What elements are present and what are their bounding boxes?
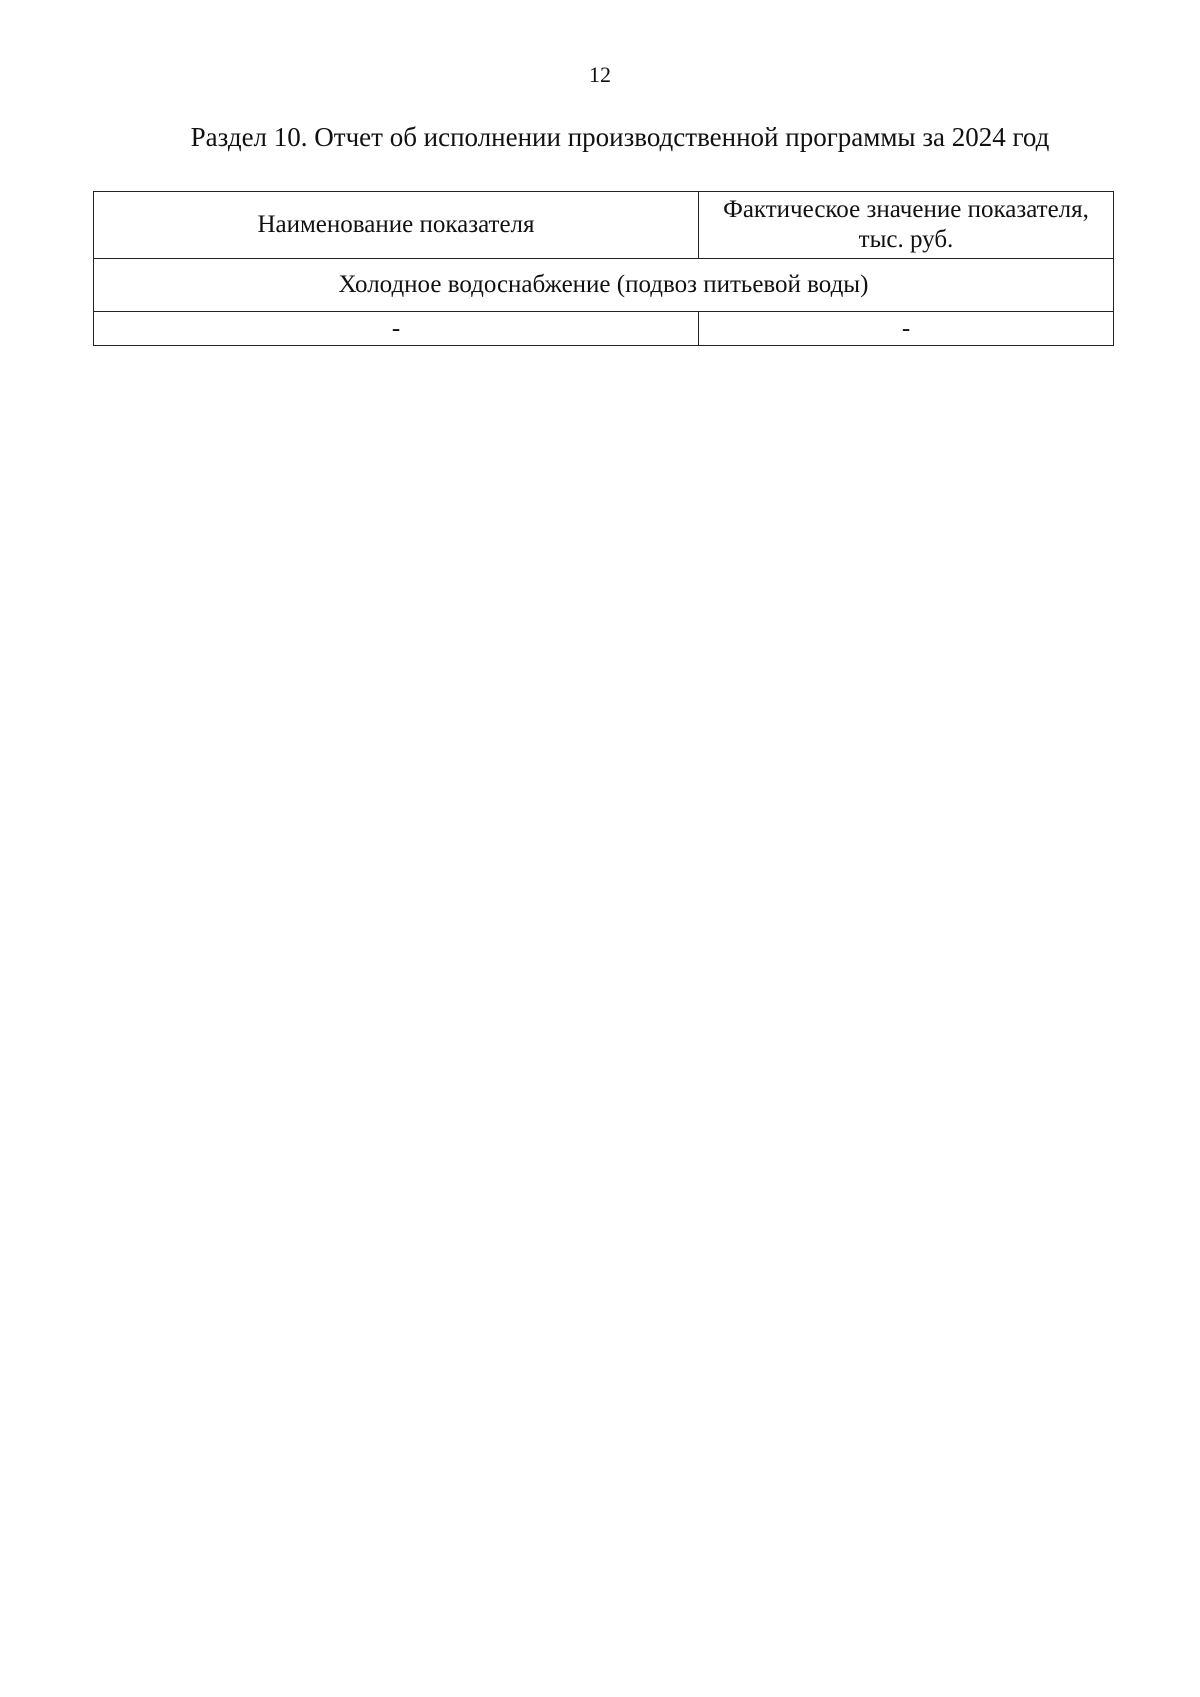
section-title: Раздел 10. Отчет об исполнении производственной программы за 2024 год xyxy=(190,122,1050,152)
group-title-cell: Холодное водоснабжение (подвоз питьевой воды) xyxy=(94,259,1114,312)
page-number: 12 xyxy=(589,62,611,87)
column-header-actual-value: Фактическое значение показателя, тыс. руб. xyxy=(699,192,1114,259)
table-cell-actual-value: - xyxy=(699,312,1114,346)
column-header-indicator-name: Наименование показателя xyxy=(94,192,699,259)
table-header-row xyxy=(94,192,1114,259)
table-cell-indicator-name: - xyxy=(94,312,699,346)
table-row xyxy=(94,312,1114,346)
report-table xyxy=(93,191,1114,346)
table-group-row xyxy=(94,259,1114,312)
